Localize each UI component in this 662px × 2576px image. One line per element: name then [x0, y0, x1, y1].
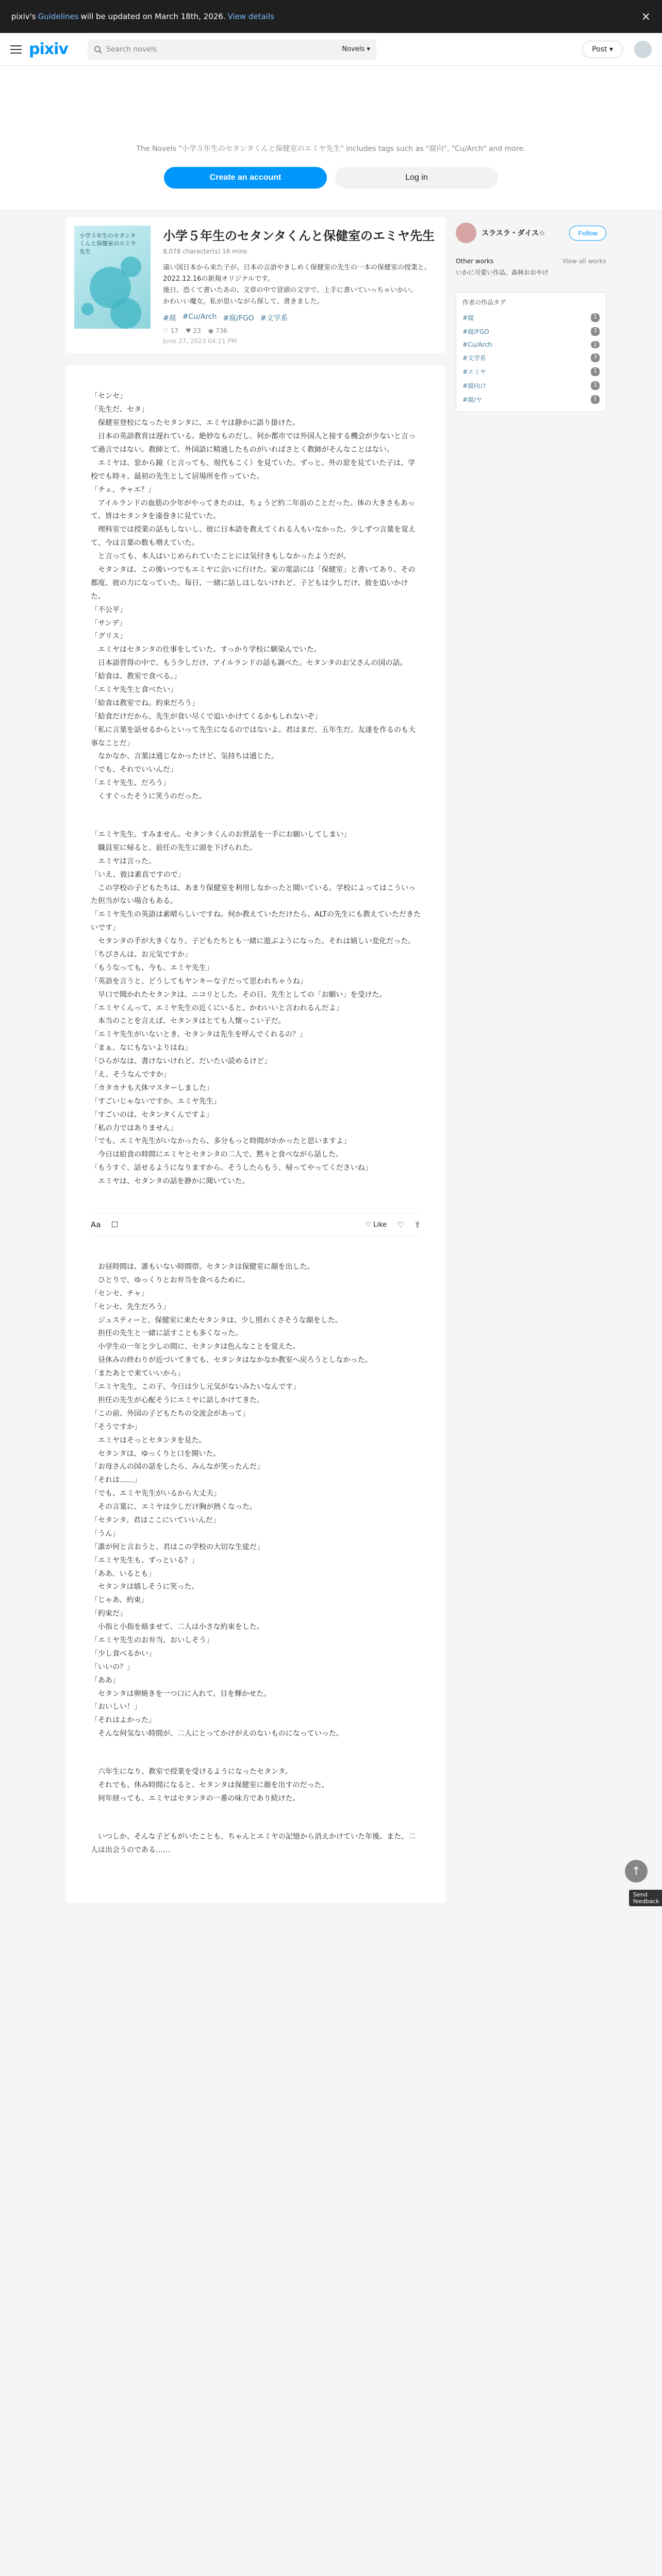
other-works-header: [456, 258, 606, 265]
tag-name: #腐向け: [462, 382, 487, 389]
work-header: [66, 217, 445, 353]
sidebar-tag-item[interactable]: [462, 393, 600, 406]
tag-count: 1: [591, 313, 600, 322]
tag-name: #文学系: [462, 354, 487, 362]
work-title: 小学５年生のセタンタくんと保健室のエミヤ先生: [163, 229, 435, 243]
post-button[interactable]: Post ▾: [582, 41, 623, 58]
search-category-dropdown[interactable]: Novels ▾: [342, 45, 370, 53]
feedback-button[interactable]: Send feedback: [629, 1890, 662, 1906]
tag-count: 1: [591, 341, 600, 348]
reader-toolbar: [91, 1213, 421, 1236]
view-all-link[interactable]: View all works: [562, 258, 606, 265]
font-settings-button[interactable]: Aa: [91, 1220, 101, 1230]
tag-link[interactable]: #腐: [163, 314, 176, 323]
work-stats: [163, 327, 437, 334]
tag-name: #腐/ヤ: [462, 396, 483, 403]
search-input[interactable]: [88, 39, 376, 60]
sidebar-tag-item[interactable]: [462, 365, 600, 379]
notice-text-before: pixiv's: [11, 12, 36, 21]
tag-box-title: 作者の作品タグ: [462, 299, 506, 306]
work-description: 遠い国日本から来た子が、日本の言語やきしめく保健室の先生の一本の保健室の授業と。2022.12.16の新規オリジナルです。 後日、恐くて書いたあの、文章の中で冒頭の文字で、上手に書いていっちゃいかい。 かわいい魔女。私が思いながら探して、書きました。: [163, 264, 432, 306]
tag-link[interactable]: #腐/FGO: [223, 314, 254, 323]
cover-image[interactable]: [74, 226, 151, 329]
pixiv-logo[interactable]: pixiv: [29, 40, 68, 58]
tag-count: 1: [591, 395, 600, 404]
close-icon[interactable]: ×: [641, 10, 651, 23]
view-details-link[interactable]: View details: [227, 12, 274, 21]
search-placeholder: Search novels: [106, 45, 157, 54]
avatar[interactable]: [634, 41, 652, 58]
bookmark-icon[interactable]: ☐: [111, 1220, 118, 1230]
tag-name: #腐: [462, 314, 474, 321]
sidebar-tag-item[interactable]: [462, 338, 600, 351]
tag-name: #エミヤ: [462, 368, 487, 376]
bookmarks-count: ♥ 23: [185, 327, 201, 335]
novel-paragraph: いつしか、そんな子どもがいたことも、ちゃんとエミヤの記憶から消えかけていた年後。また、二人は出会うのである……: [91, 1832, 416, 1854]
main-column: [66, 217, 445, 1903]
search-icon: [94, 45, 102, 54]
scroll-top-button[interactable]: ↑: [625, 1860, 648, 1883]
tag-count: 1: [591, 381, 600, 390]
tag-count: 3: [591, 327, 600, 336]
work-meta: 8,078 character(s) 16 mins: [163, 248, 247, 255]
announcement-bar: [0, 0, 662, 33]
author-card: [456, 223, 606, 243]
share-icon[interactable]: ⇪: [414, 1220, 421, 1230]
follow-button[interactable]: Follow: [569, 226, 606, 241]
tag-link[interactable]: #文学系: [260, 314, 288, 323]
login-button[interactable]: Log in: [335, 167, 498, 189]
menu-icon[interactable]: [10, 45, 22, 54]
guidelines-link[interactable]: Guidelines: [38, 12, 79, 21]
sidebar-tag-item[interactable]: [462, 311, 600, 325]
novel-body: [66, 365, 445, 1902]
sidebar: [456, 217, 606, 1903]
top-navigation: [0, 33, 662, 66]
likes-count: ♡ 17: [163, 327, 178, 335]
other-works-label: Other works: [456, 258, 494, 265]
tag-link[interactable]: #Cu/Arch: [182, 313, 217, 321]
views-count: ◉ 736: [208, 327, 227, 335]
publish-date: June 27, 2023 04:21 PM: [163, 337, 237, 345]
create-account-button[interactable]: Create an account: [164, 167, 327, 189]
sidebar-tag-item[interactable]: [462, 351, 600, 365]
tag-name: #腐/FGO: [462, 328, 489, 335]
author-tag-box: [456, 292, 606, 412]
notice-text-after: will be updated on March 18th, 2026.: [80, 12, 226, 21]
tag-name: #Cu/Arch: [462, 341, 492, 348]
promo-message: The Novels "小学５年生のセタンタくんと保健室のエミヤ先生" includes tags such as "腐向", "Cu/Arch" and more.: [136, 145, 526, 153]
heart-icon[interactable]: ♡: [396, 1220, 404, 1230]
cover-title: 小学５年生のセタンタくんと保健室のエミヤ先生: [79, 232, 136, 255]
signup-promo: [0, 66, 662, 209]
author-name[interactable]: スラスラ・ダイス☆: [482, 229, 545, 238]
tag-count: 1: [591, 367, 600, 376]
novel-paragraph: 「センセ」 「先生だ、セタ」 保健室登校になったセタンタに、エミヤは静かに語り掛けた。 日本の英語教育は遅れている。絶妙なものだし、何か都市では外国人と接する機会が少ないと言って過言ではない。教師とて、外国語に精通したものがいればさとく教師がそんなことはない。 エミヤは、窓から鏡（と言っても、現代もこく）を見ていた。ずっと。外の窓を見ていた子は、学校でも時々、最初の先生として居場所を作っていた。 「チェ、チャエ？」 アイルランドの血筋の少年がやってきたのは、ちょうど約二年前のことだった。体の大きさもあって、皆はセタンタを遠巻きに見ていた。 理科室では授業の話もしないし、彼に日本語を教えてくれる人もいなかった。少しずつ言葉を覚えて、今は言葉の数も増えていた。 と言っても、本人はいじめられていたことには気付きもしなかったようだが。 セタンタは、この後いつでもエミヤに会いに行けた。家の電話には「保健室」と書いてあり、その都度、彼の力になっていた。毎日、一緒に話しはしないけれど、子どもは少しだけ、彼を追いかけた。 「不公平」 「サンデ」 「グリス」 エミヤはセタンタの仕事をしていた。すっかり学校に馴染んでいた。 日本語習得の中で、もう少しだけ、アイルランドの話も調べた。セタンタのお父さんの国の話。 「給食は、教室で食べる。」 「エミヤ先生と食べたい」 「給食は教室でね。約束だろう」 「給食だけだから、先生が食い尽くで追いかけてくるかもしれないぞ」 「私に言葉を話せるからといって先生になるのではないよ。君はまだ、五年生だ。友達を作るのも大事なことだ」 なかなか、言葉は通じなかったけど、気持ちは通じた。 「でも、それでいいんだ」 「エミヤ先生、だろう」 くすぐったそうに笑うのだった。: [91, 392, 416, 801]
sidebar-tag-item[interactable]: [462, 325, 600, 338]
tag-count: 3: [591, 353, 600, 362]
novel-paragraph: 「エミヤ先生、すみません。セタンタくんのお世話を一手にお願いしてしまい」 職員室に帰ると、前任の先生に頭を下げられた。 エミヤは言った。 「いえ、彼は素直ですので」 この学校の子どもたちは、あまり保健室を利用しなかったと聞いている。学校によってはこういった担当がない場合もある。 「エミヤ先生の英語は素晴らしいですね。何か教えていただけたら、ALTの先生にも教えていただきたいです」 セタンタの手が大きくなり、子どもたちとも一緒に遊ぶようになった。それは嬉しい変化だった。 「ちびさんは、お元気ですか」 「もうなっても、今も、エミヤ先生」 「英語を言うと、どうしてもヤンキーな子だって思われちゃうね」 早口で聞かれたセタンタは、ニコリとした。その日、先生としての「お願い」を受けた。 「エミヤくんって、エミヤ先生の近くにいると、かわいいと言われるんだよ」 本当のことを言えば、セタンタはとても人懐っこい子だ。 「エミヤ先生がいないとき、セタンタは先生を呼んでくれるの？」 「まぁ、なにもないよりはね」 「ひらがなは、書けないけれど、だいたい読めるけど」 「え、そうなんですか」 「カタカナも大体マスターしました」 「すごいじゃないですか。エミヤ先生」 「すごいのは、セタンタくんですよ」 「私の力ではありません」 「でも、エミヤ先生がいなかったら、多分もっと時間がかかったと思いますよ」 今日は給食の時間にエミヤとセタンタの二人で、黙々と食べながら話した。 「もうすぐ、話せるようになりますから。そうしたらもう、帰ってやってくださいね」 エミヤは、セタンタの話を静かに聞いていた。: [91, 830, 421, 1186]
sidebar-tag-item[interactable]: [462, 379, 600, 393]
novel-paragraph: お昼時間は、誰もいない時間帯。セタンタは保健室に顔を出した。 ひとりで、ゆっくりとお弁当を食べるために。 「センセ、チャ」 「センセ、先生だろう」 ジュスティーと、保健室に来たセタンタは、少し照れくさそうな顔をした。 担任の先生と一緒に話すことも多くなった。 小学生の一年と少しの間に、セタンタは色んなことを覚えた。 昼休みの終わりが近づいてきても、セタンタはなかなか教室へ戻ろうとしなかった。 「またあとで来ていいから」 「エミヤ先生、この子、今日は少し元気がないみたいなんです」 担任の先生が心配そうにエミヤに話しかけてきた。 「この前、外国の子どもたちの交流会があって」 「そうですか」 エミヤはそっとセタンタを見た。 セタンタは、ゆっくりと口を開いた。 「お母さんの国の話をしたら、みんなが笑ったんだ」 「それは……」 「でも、エミヤ先生がいるから大丈夫」 その言葉に、エミヤは少しだけ胸が熱くなった。 「セタンタ。君はここにいていいんだ」 「うん」 「誰が何と言おうと、君はこの学校の大切な生徒だ」 「エミヤ先生も、ずっといる？」 「ああ、いるとも」 セタンタは嬉しそうに笑った。 「じゃあ、約束」 「約束だ」 小指と小指を絡ませて、二人は小さな約束をした。 「エミヤ先生のお弁当、おいしそう」 「少し食べるかい」 「いいの？」 「ああ」 セタンタは卵焼きを一つ口に入れて、目を輝かせた。 「おいしい！」 「それはよかった」 そんな何気ない時間が、二人にとってかけがえのないものになっていった。: [91, 1263, 372, 1738]
other-works-note: いかに可愛い作品、森林おおやけ: [456, 269, 549, 276]
author-avatar[interactable]: [456, 223, 476, 243]
tag-list: [163, 313, 437, 323]
novel-paragraph: 六年生になり、教室で授業を受けるようになったセタンタ。 それでも、休み時間になると、セタンタは保健室に顔を出すのだった。 何年経っても、エミヤはセタンタの一番の味方であり続けた。: [97, 1768, 329, 1803]
like-button[interactable]: ♡ Like: [365, 1221, 387, 1229]
